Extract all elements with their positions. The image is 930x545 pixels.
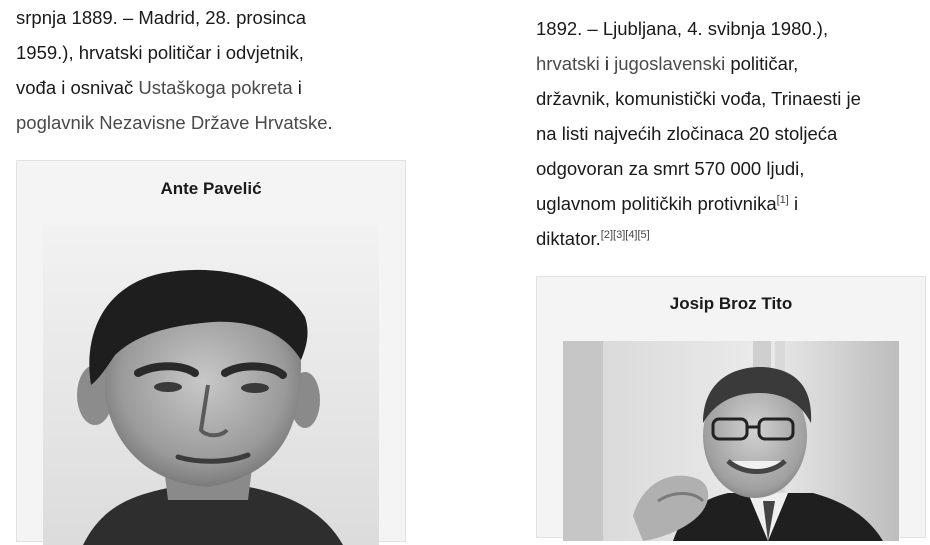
right-line-5-end: i xyxy=(788,193,799,214)
references-2-5[interactable]: [2][3][4][5] xyxy=(600,228,650,241)
pavelic-portrait[interactable] xyxy=(43,225,379,545)
reference-1[interactable]: [1] xyxy=(776,193,789,206)
right-article xyxy=(536,0,930,256)
left-line-3a: vođa i osnivač xyxy=(16,77,139,98)
right-article-text xyxy=(536,11,930,256)
right-line-3: na listi najvećih zločinaca 20 stoljeća xyxy=(536,123,838,144)
pavelic-portrait-image xyxy=(43,225,379,545)
tito-portrait[interactable] xyxy=(563,341,899,541)
left-line-4-end: . xyxy=(327,112,333,133)
right-line-1-end: političar, xyxy=(725,53,799,74)
tito-infobox xyxy=(536,276,926,538)
left-line-1: srpnja 1889. – Madrid, 28. prosinca xyxy=(16,7,307,28)
right-line-2: državnik, komunistički vođa, Trinaesti je xyxy=(536,88,861,109)
right-line-0: 1892. – Ljubljana, 4. svibnja 1980.), xyxy=(536,18,829,39)
left-line-3b: i xyxy=(292,77,302,98)
jugoslavenski-link[interactable]: jugoslavenski xyxy=(614,53,726,74)
ustaski-pokret-link[interactable]: Ustaškoga pokreta xyxy=(138,77,293,98)
tito-infobox-title: Josip Broz Tito xyxy=(669,294,793,313)
left-article-text xyxy=(16,0,416,140)
pavelic-infobox xyxy=(16,160,406,542)
hrvatski-link[interactable]: hrvatski xyxy=(536,53,600,74)
left-line-2: 1959.), hrvatski političar i odvjetnik, xyxy=(16,42,304,63)
pavelic-infobox-title: Ante Pavelić xyxy=(160,179,262,198)
tito-portrait-image xyxy=(563,341,899,541)
right-line-4: odgovoran za smrt 570 000 ljudi, xyxy=(536,158,805,179)
ndh-link[interactable]: poglavnik Nezavisne Države Hrvatske xyxy=(16,112,328,133)
left-article xyxy=(16,0,416,140)
right-line-5: uglavnom političkih protivnika xyxy=(536,193,777,214)
right-line-6: diktator. xyxy=(536,228,601,249)
right-line-1-mid: i xyxy=(599,53,615,74)
